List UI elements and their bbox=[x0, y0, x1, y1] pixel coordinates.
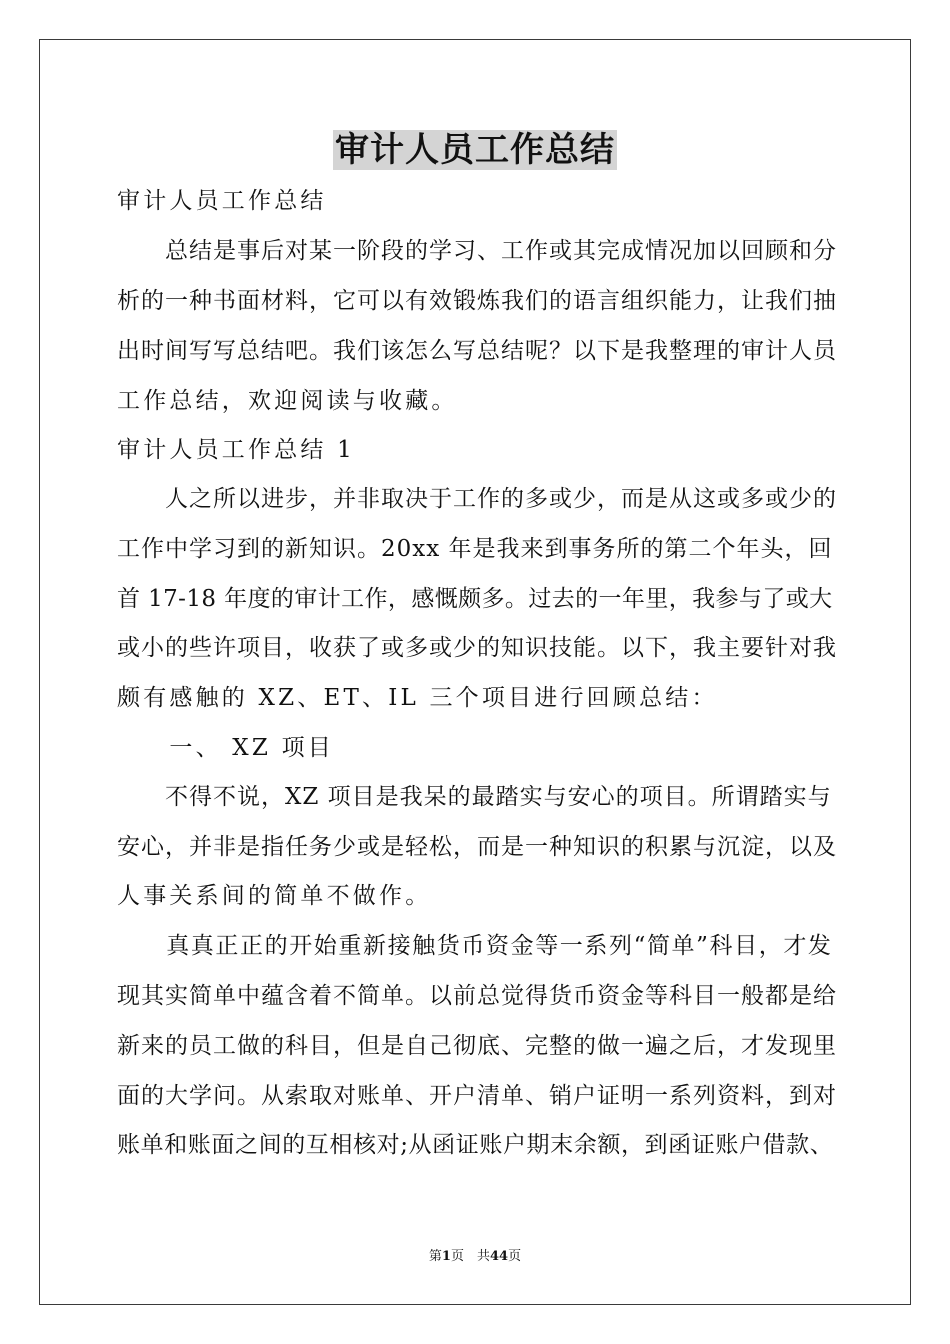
body-line: 审计人员工作总结 bbox=[117, 188, 327, 214]
body-line: 颇有感触的 XZ、ET、IL 三个项目进行回顾总结： bbox=[117, 685, 718, 711]
body-line: 账单和账面之间的互相核对;从函证账户期末余额，到函证账户借款、 bbox=[117, 1132, 834, 1158]
body-line: 审计人员工作总结 1 bbox=[117, 437, 355, 463]
body-line: 或小的些许项目，收获了或多或少的知识技能。以下，我主要针对我 bbox=[117, 635, 837, 661]
body-line: 人事关系间的简单不做作。 bbox=[117, 883, 432, 909]
body-line: 总结是事后对某一阶段的学习、工作或其完成情况加以回顾和分 bbox=[117, 238, 837, 264]
body-line: 面的大学问。从索取对账单、开户清单、销户证明一系列资料，到对 bbox=[117, 1083, 837, 1109]
body-line: 人之所以进步，并非取决于工作的多或少，而是从这或多或少的 bbox=[117, 486, 837, 512]
body-line: 真真正正的开始重新接触货币资金等一系列“简单”科目，才发 bbox=[117, 933, 833, 959]
body-line: 工作总结，欢迎阅读与收藏。 bbox=[117, 388, 458, 414]
footer-mid: 页 共 bbox=[450, 1249, 490, 1264]
body-line: 析的一种书面材料，它可以有效锻炼我们的语言组织能力，让我们抽 bbox=[117, 288, 837, 314]
body-line: 新来的员工做的科目，但是自己彻底、完整的做一遍之后，才发现里 bbox=[117, 1033, 837, 1059]
current-page-number: 1 bbox=[441, 1249, 451, 1264]
page-footer bbox=[0, 1249, 950, 1265]
document-title bbox=[0, 126, 950, 174]
section-heading: 一、 XZ 项目 bbox=[117, 735, 334, 761]
total-page-number: 44 bbox=[489, 1249, 509, 1264]
document-title-text: 审计人员工作总结 bbox=[335, 130, 615, 170]
footer-prefix: 第 bbox=[428, 1249, 442, 1264]
footer-suffix: 页 bbox=[508, 1249, 522, 1264]
body-line: 出时间写写总结吧。我们该怎么写总结呢？以下是我整理的审计人员 bbox=[117, 338, 837, 364]
page-border bbox=[39, 39, 911, 1305]
body-line: 首 17-18 年度的审计工作，感慨颇多。过去的一年里，我参与了或大 bbox=[117, 586, 833, 612]
body-line: 现其实简单中蕴含着不简单。以前总觉得货币资金等科目一般都是给 bbox=[117, 983, 837, 1009]
body-line: 工作中学习到的新知识。20xx 年是我来到事务所的第二个年头，回 bbox=[117, 536, 833, 562]
body-line: 不得不说，XZ 项目是我呆的最踏实与安心的项目。所谓踏实与 bbox=[117, 784, 832, 810]
body-line: 安心，并非是指任务少或是轻松，而是一种知识的积累与沉淀，以及 bbox=[117, 834, 837, 860]
